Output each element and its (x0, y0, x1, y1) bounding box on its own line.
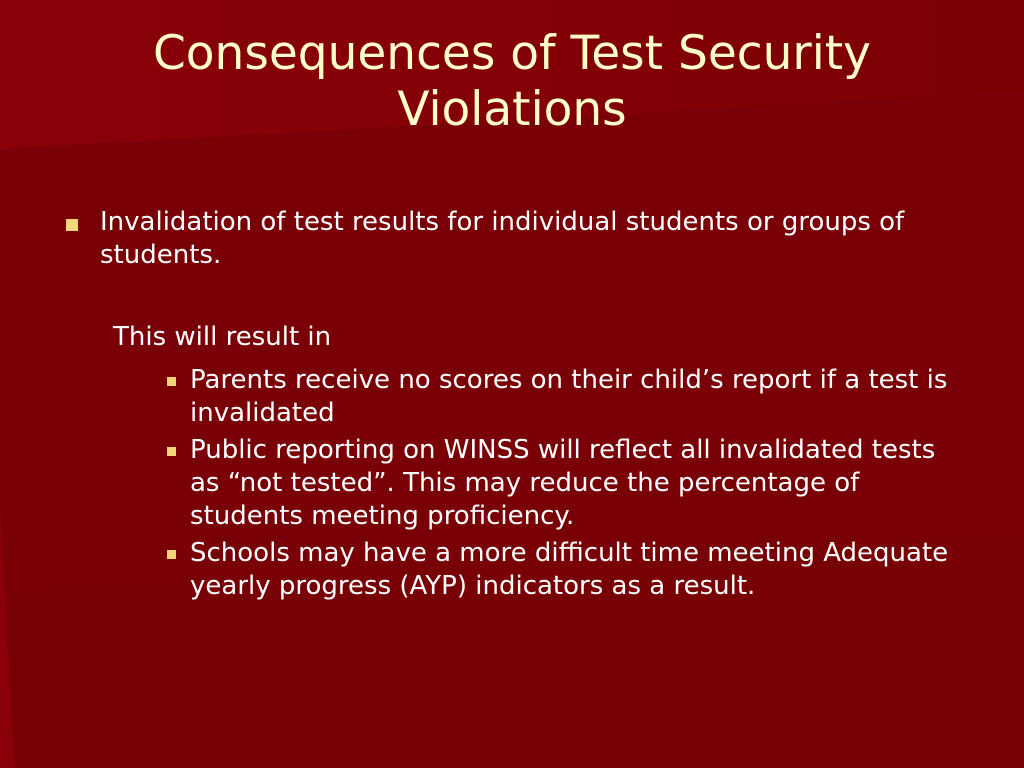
sub-bullet-item (165, 434, 965, 533)
small-square-bullet-icon (167, 447, 176, 456)
square-bullet-icon (66, 219, 78, 231)
sub-bullet-list (165, 364, 965, 607)
sub-bullet-item (165, 537, 965, 603)
sub-bullet-text: Schools may have a more difficult time meeting Adequate yearly progress (AYP) indicators as a result. (190, 538, 949, 601)
sub-bullet-item (165, 364, 965, 430)
title-line-1: Consequences of Test Security (152, 26, 871, 81)
small-square-bullet-icon (167, 550, 176, 559)
sub-bullet-text: Public reporting on WINSS will reflect all invalidated tests as “not tested”. This may reduce the percentage of students meeting proficiency. (190, 435, 936, 531)
sub-bullet-text: Parents receive no scores on their child’s report if a test is invalidated (190, 365, 948, 428)
small-square-bullet-icon (167, 377, 176, 386)
main-bullet-text: Invalidation of test results for individual students or groups of students. (100, 207, 905, 270)
main-bullet-item (60, 206, 920, 272)
intro-text: This will result in (113, 322, 332, 352)
title-line-2: Violations (397, 82, 627, 137)
